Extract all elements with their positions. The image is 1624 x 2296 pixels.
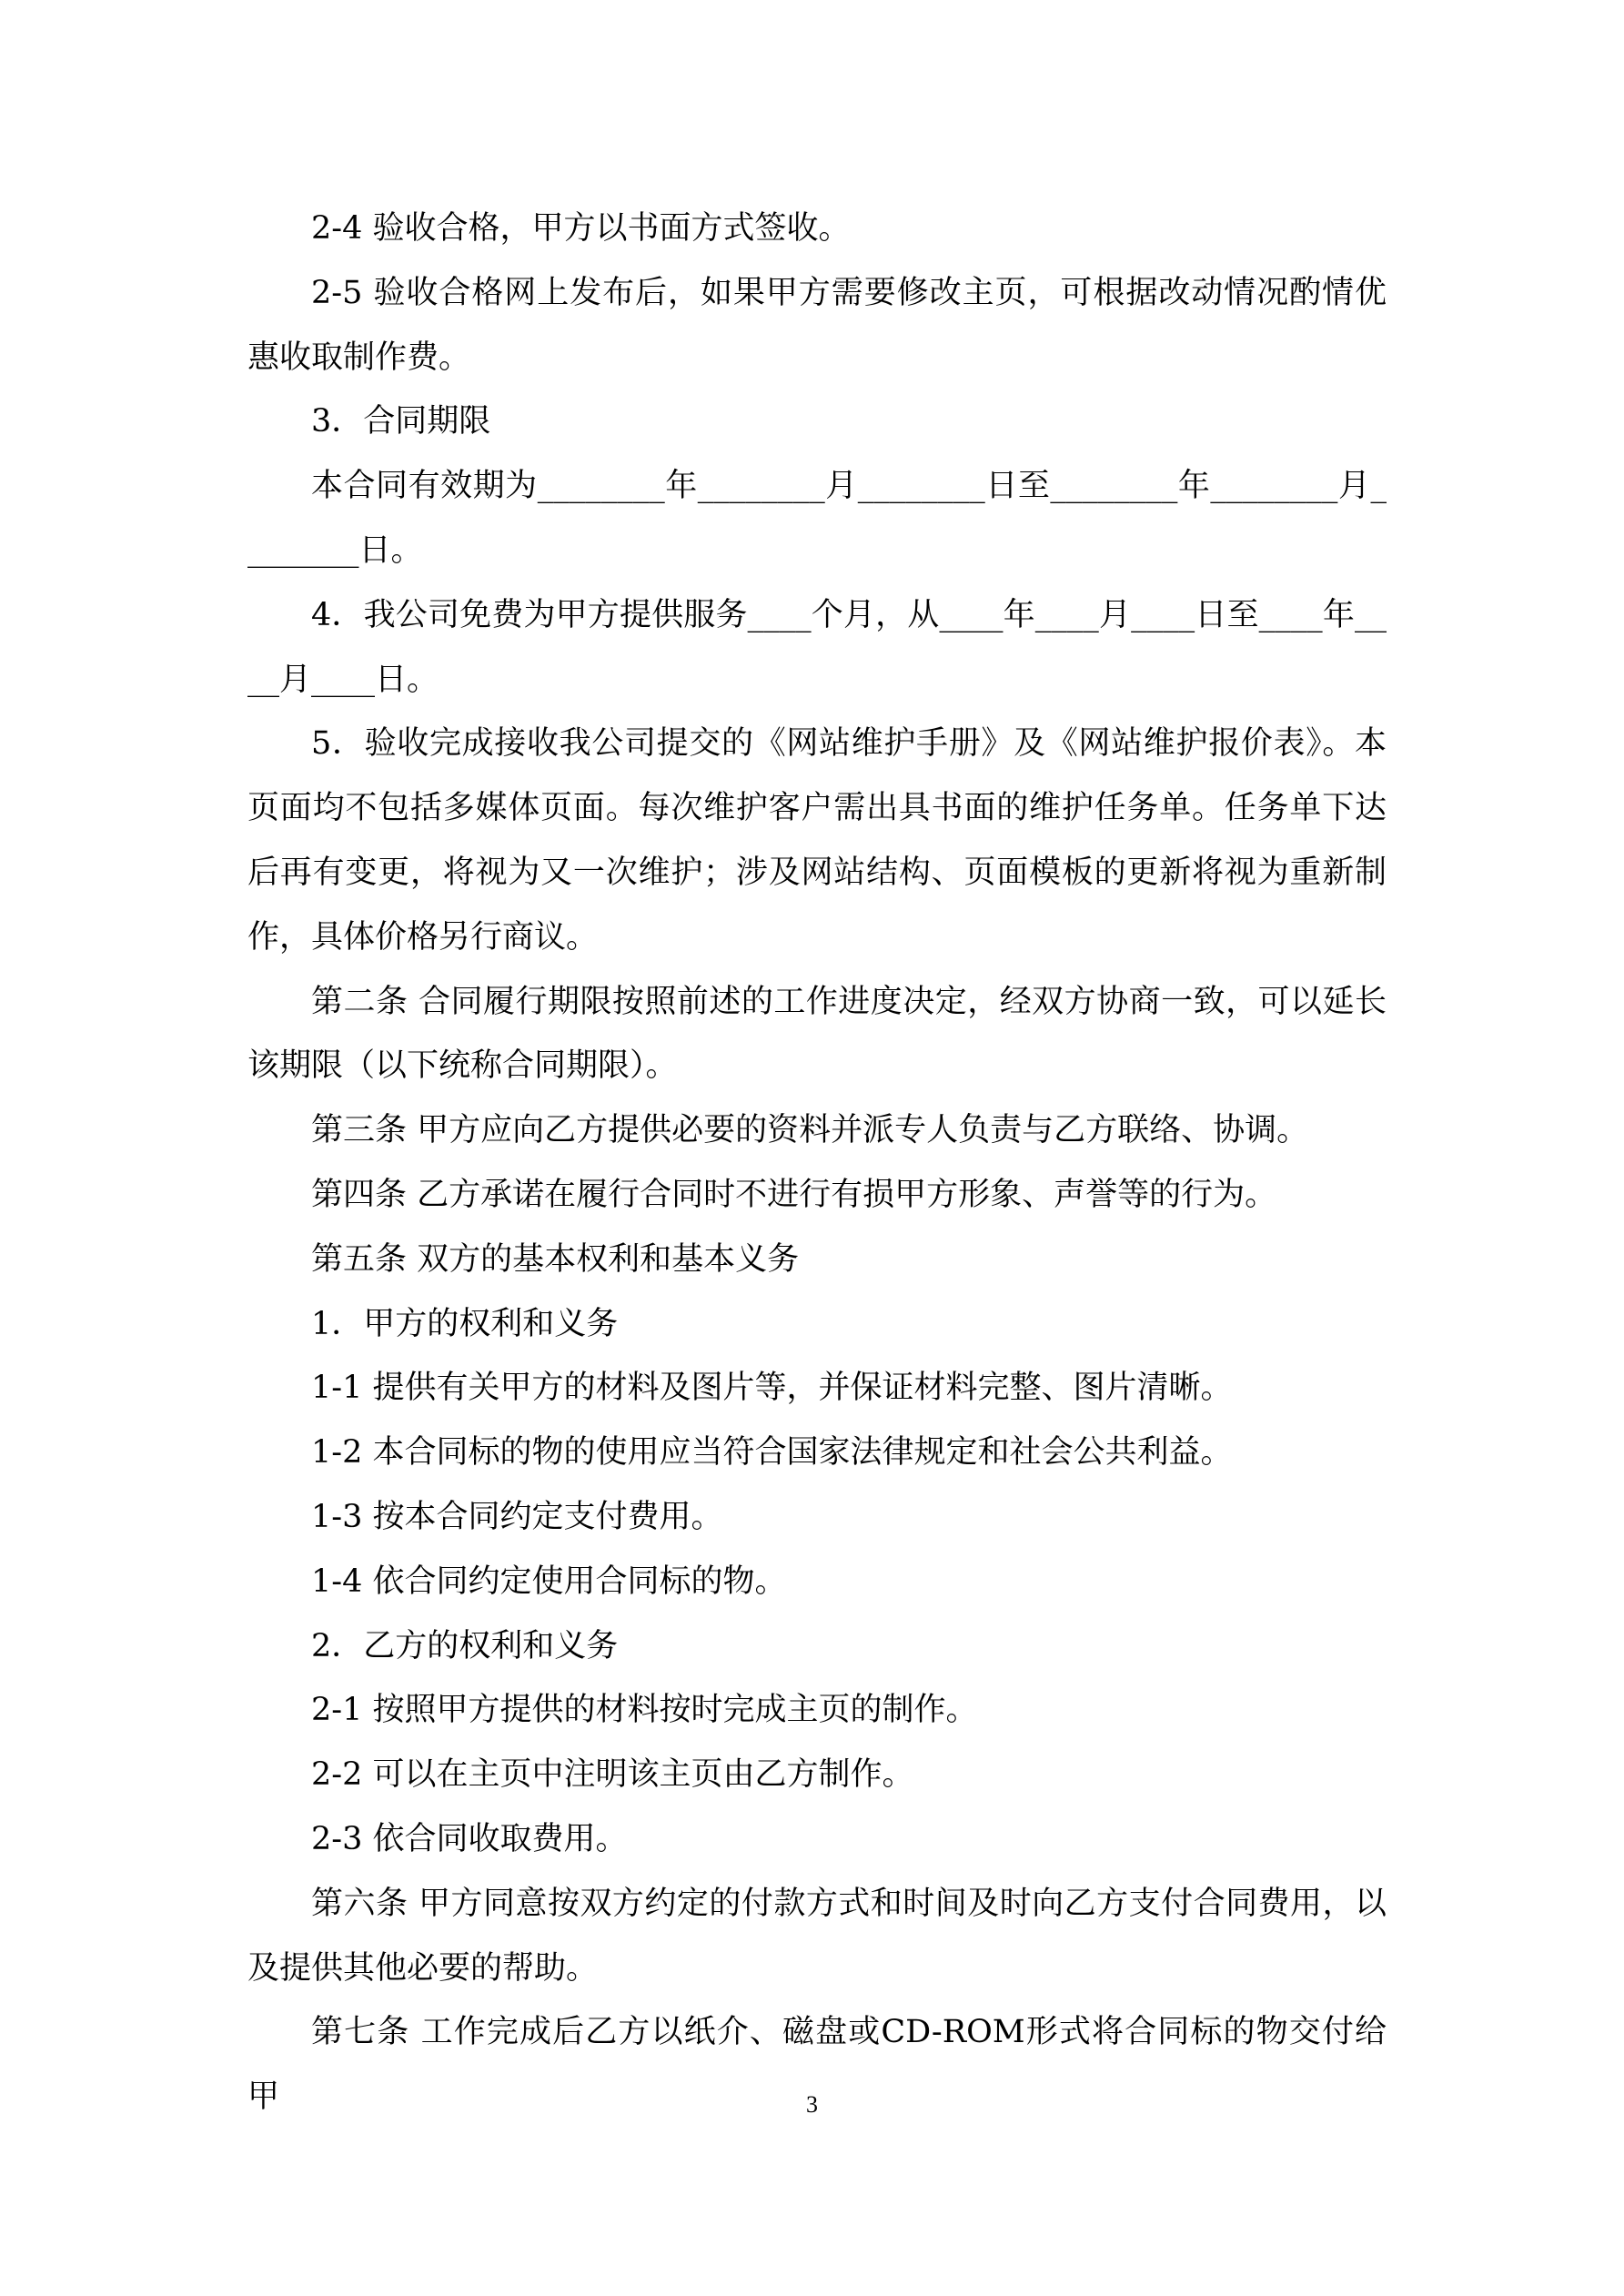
article-6: 第六条 甲方同意按双方约定的付款方式和时间及时向乙方支付合同费用，以及提供其他必要的帮助。	[247, 1885, 1387, 1987]
section-3-heading: 3．合同期限	[311, 403, 491, 440]
paragraph-1-1: 1-1 提供有关甲方的材料及图片等，并保证材料完整、图片清晰。	[311, 1370, 1233, 1407]
document-body	[247, 197, 1387, 2129]
paragraph-2-5: 2-5 验收合格网上发布后，如果甲方需要修改主页，可根据改动情况酌情优惠收取制作费。	[247, 274, 1387, 376]
paragraph-1-3: 1-3 按本合同约定支付费用。	[311, 1498, 723, 1535]
paragraph-1-2: 1-2 本合同标的物的使用应当符合国家法律规定和社会公共利益。	[311, 1434, 1233, 1472]
article-5-heading: 第五条 双方的基本权利和基本义务	[311, 1240, 800, 1278]
article-4: 第四条 乙方承诺在履行合同时不进行有损甲方形象、声誉等的行为。	[311, 1176, 1277, 1213]
page-number: 3	[806, 2091, 818, 2118]
paragraph-2-4: 2-4 验收合格，甲方以书面方式签收。	[311, 210, 851, 247]
article-7: 第七条 工作完成后乙方以纸介、磁盘或CD-ROM形式将合同标的物交付给甲	[247, 2014, 1387, 2116]
paragraph-validity-period: 本合同有效期为________年________月________日至________年________月________日。	[247, 468, 1387, 569]
party-a-rights-heading: 1．甲方的权利和义务	[311, 1305, 619, 1342]
paragraph-4-free-service: 4．我公司免费为甲方提供服务____个月，从____年____月____日至____年____月____日。	[247, 596, 1387, 698]
paragraph-2-1: 2-1 按照甲方提供的材料按时完成主页的制作。	[311, 1692, 978, 1729]
article-3: 第三条 甲方应向乙方提供必要的资料并派专人负责与乙方联络、协调。	[311, 1112, 1309, 1149]
paragraph-2-2: 2-2 可以在主页中注明该主页由乙方制作。	[311, 1756, 914, 1794]
paragraph-5-acceptance: 5．验收完成接收我公司提交的《网站维护手册》及《网站维护报价表》。本页面均不包括多媒体页面。每次维护客户需出具书面的维护任务单。任务单下达后再有变更，将视为又一次维护；涉及网站结构、页面模板的更新将视为重新制作，具体价格另行商议。	[247, 725, 1387, 956]
paragraph-1-4: 1-4 依合同约定使用合同标的物。	[311, 1563, 787, 1600]
party-b-rights-heading: 2．乙方的权利和义务	[311, 1627, 619, 1664]
article-2: 第二条 合同履行期限按照前述的工作进度决定，经双方协商一致，可以延长该期限（以下统称合同期限）。	[247, 983, 1387, 1085]
paragraph-2-3: 2-3 依合同收取费用。	[311, 1820, 628, 1857]
